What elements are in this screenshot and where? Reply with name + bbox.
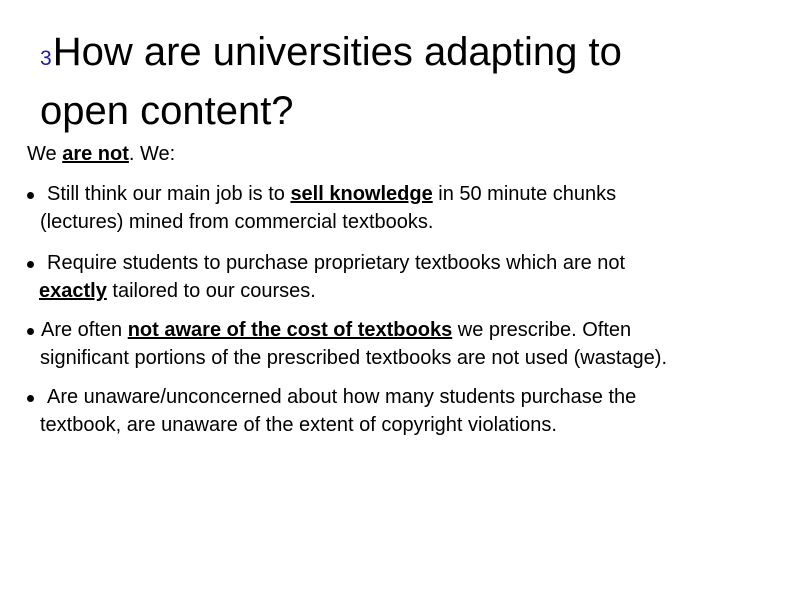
intro-emphasis: are not <box>62 143 129 165</box>
intro-suffix: . We: <box>128 143 176 165</box>
bullet-3-text-after: we prescribe. Often <box>452 319 632 341</box>
bullet-3-line-1 <box>27 316 767 344</box>
bullet-2-text-after: tailored to our courses. <box>106 280 316 302</box>
bullet-3-text-before: Are often <box>41 319 128 341</box>
title-line-1 <box>40 26 760 85</box>
bullet-dot-icon <box>27 328 34 335</box>
bullet-4-line-1: Are unaware/unconcerned about how many students purchase the <box>47 386 637 408</box>
bullet-3-line-2: significant portions of the prescribed textbooks are not used (wastage). <box>40 347 668 369</box>
bullet-dot-icon <box>27 192 34 199</box>
title-text-1: How are universities adapting to <box>52 30 622 74</box>
bullet-1-emphasis: sell knowledge <box>290 183 433 205</box>
bullet-1-line-1 <box>27 180 767 208</box>
bullet-item-4 <box>27 383 767 439</box>
bullet-dot-icon <box>27 261 34 268</box>
bullet-list <box>27 180 767 436</box>
bullet-1-text-after: in 50 minute chunks <box>432 183 617 205</box>
bullet-dot-icon <box>27 395 34 402</box>
bullet-2-line-2 <box>27 277 767 305</box>
bullet-1-line-2: (lectures) mined from commercial textbooks. <box>40 211 434 233</box>
slide-title <box>40 26 760 137</box>
bullet-2-emphasis: exactly <box>39 280 107 302</box>
bullet-4-line-2: textbook, are unaware of the extent of copyright violations. <box>40 414 557 436</box>
bullet-2-line-1: Require students to purchase proprietary textbooks which are not <box>47 252 626 274</box>
slide-number: 3 <box>40 47 52 70</box>
bullet-item-3 <box>27 316 767 372</box>
intro-text <box>27 140 175 168</box>
bullet-item-2 <box>27 249 767 305</box>
title-line-2: open content? <box>40 89 294 133</box>
bullet-1-text-before: Still think our main job is to <box>47 183 291 205</box>
bullet-3-emphasis: not aware of the cost of textbooks <box>127 319 453 341</box>
intro-prefix: We <box>27 143 63 165</box>
bullet-item-1 <box>27 180 767 236</box>
